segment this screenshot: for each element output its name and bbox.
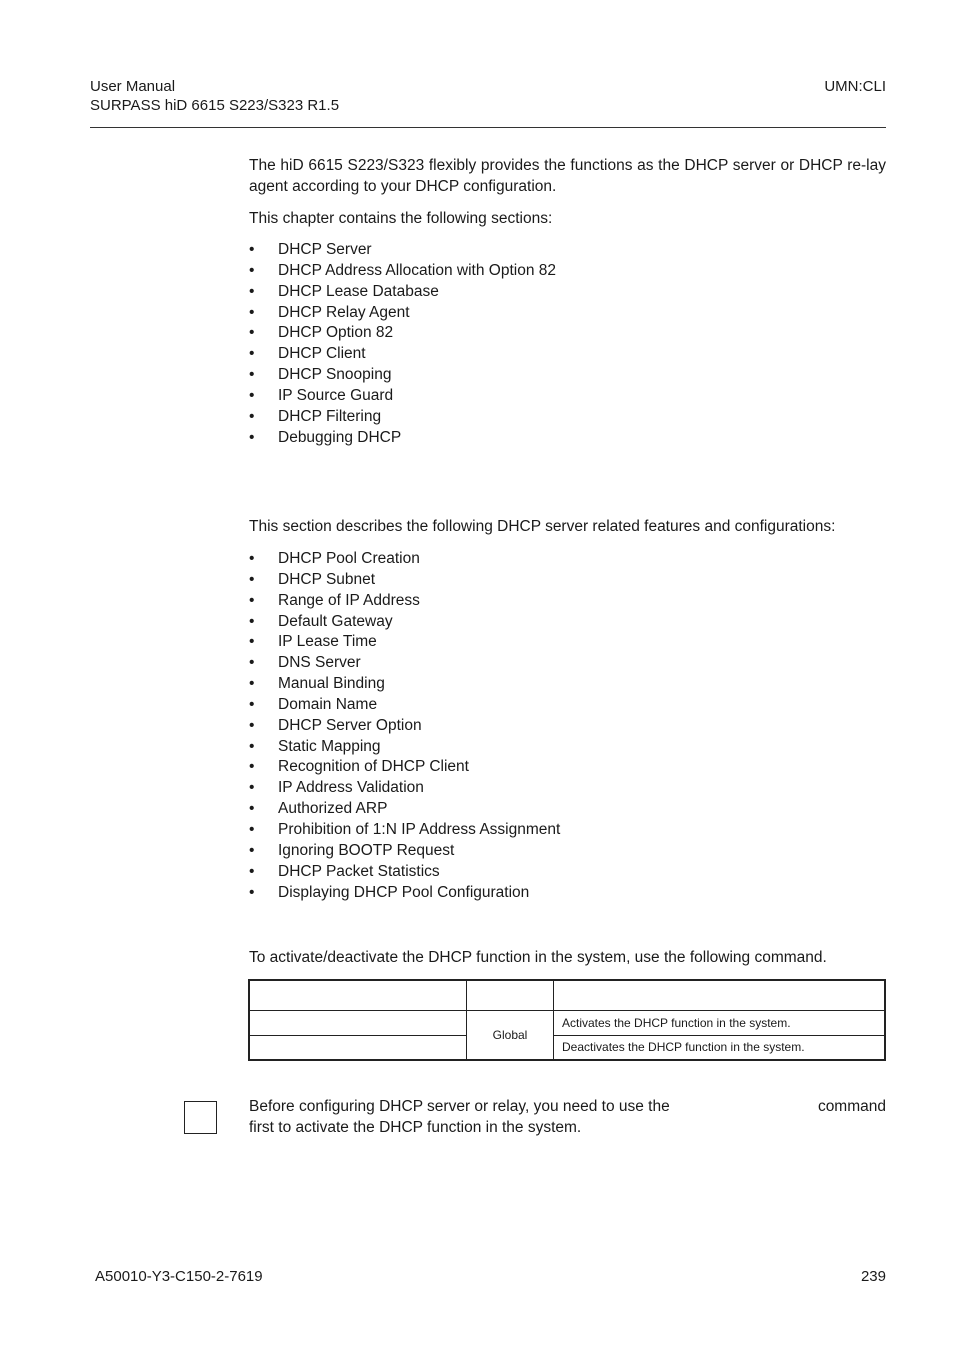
list-item: • IP Address Validation xyxy=(249,778,560,799)
footer-doc-id: A50010-Y3-C150-2-7619 xyxy=(95,1268,263,1285)
header-doc-code: UMN:CLI xyxy=(824,78,886,95)
server-intro: This section describes the following DHCP server related features and configurations: xyxy=(249,518,836,535)
list-item: • IP Lease Time xyxy=(249,632,560,653)
bullet-icon: • xyxy=(249,303,255,321)
bullet-icon: • xyxy=(249,428,255,446)
command-cell xyxy=(249,1035,467,1060)
activate-paragraph: To activate/deactivate the DHCP function in the system, use the following command. xyxy=(249,949,827,966)
bullet-icon: • xyxy=(249,841,255,859)
bullet-icon: • xyxy=(249,241,255,258)
bullet-icon: • xyxy=(249,366,255,384)
list-item: • DHCP Subnet xyxy=(249,570,560,591)
list-item: • Prohibition of 1:N IP Address Assignment xyxy=(249,820,560,841)
list-item: • Range of IP Address xyxy=(249,591,560,612)
list-item: • DNS Server xyxy=(249,653,560,674)
bullet-icon: • xyxy=(249,737,255,755)
command-cell xyxy=(249,1010,467,1035)
list-item: • Recognition of DHCP Client xyxy=(249,757,560,778)
bullet-icon: • xyxy=(249,820,255,838)
list-item: • DHCP Address Allocation with Option 82 xyxy=(249,261,556,282)
list-item: • IP Source Guard xyxy=(249,386,556,407)
intro-paragraph: The hiD 6615 S223/S323 flexibly provides the functions as the DHCP server or DHCP re-lay agent according to your DHCP configuration. xyxy=(249,157,886,195)
list-item: • Authorized ARP xyxy=(249,799,560,820)
bullet-icon: • xyxy=(249,324,255,342)
list-item: • Displaying DHCP Pool Configuration xyxy=(249,883,560,904)
bullet-icon: • xyxy=(249,282,255,300)
list-item: • DHCP Lease Database xyxy=(249,282,556,303)
list-item: • DHCP Relay Agent xyxy=(249,303,556,324)
bullet-icon: • xyxy=(249,675,255,693)
list-item: • Static Mapping xyxy=(249,737,560,758)
note-text-start: Before configuring DHCP server or relay, you need to use the xyxy=(249,1098,670,1115)
bullet-icon: • xyxy=(249,883,255,901)
list-item: • Ignoring BOOTP Request xyxy=(249,841,560,862)
list-item: • DHCP Option 82 xyxy=(249,323,556,344)
table-header-cell xyxy=(249,980,467,1010)
bullet-icon: • xyxy=(249,612,255,630)
bullet-icon: • xyxy=(249,758,255,776)
table-header-row xyxy=(249,980,885,1010)
list-item: • DHCP Snooping xyxy=(249,365,556,386)
bullet-icon: • xyxy=(249,407,255,425)
description-cell: Deactivates the DHCP function in the system. xyxy=(554,1035,886,1060)
bullet-icon: • xyxy=(249,654,255,672)
list-item: • Manual Binding xyxy=(249,674,560,695)
header-doc-type: User Manual xyxy=(90,78,176,95)
note-text-line2: first to activate the DHCP function in the system. xyxy=(249,1119,582,1136)
bullet-icon: • xyxy=(249,591,255,609)
mode-cell: Global xyxy=(467,1010,554,1060)
sections-intro: This chapter contains the following sections: xyxy=(249,210,553,227)
table-row xyxy=(249,1035,885,1060)
list-item: • DHCP Filtering xyxy=(249,407,556,428)
command-table xyxy=(248,979,886,1061)
list-item: • Domain Name xyxy=(249,695,560,716)
bullet-icon: • xyxy=(249,779,255,797)
list-item: • DHCP Server xyxy=(249,240,556,261)
bullet-icon: • xyxy=(249,386,255,404)
note-icon xyxy=(184,1101,217,1134)
list-item: • Debugging DHCP xyxy=(249,428,556,449)
note-text-end: command xyxy=(817,1098,886,1115)
bullet-icon: • xyxy=(249,550,255,567)
bullet-icon: • xyxy=(249,570,255,588)
list-item: • DHCP Packet Statistics xyxy=(249,862,560,883)
bullet-icon: • xyxy=(249,633,255,651)
bullet-icon: • xyxy=(249,800,255,818)
table-header-cell xyxy=(554,980,886,1010)
server-features-list xyxy=(249,549,560,903)
list-item: • DHCP Client xyxy=(249,344,556,365)
table-header-cell xyxy=(467,980,554,1010)
list-item: • DHCP Pool Creation xyxy=(249,549,560,570)
bullet-icon: • xyxy=(249,695,255,713)
bullet-icon: • xyxy=(249,345,255,363)
table-row xyxy=(249,1010,885,1035)
description-cell: Activates the DHCP function in the system. xyxy=(554,1010,886,1035)
header-rule xyxy=(90,127,886,128)
sections-list xyxy=(249,240,556,448)
page-number: 239 xyxy=(860,1268,886,1285)
list-item: • DHCP Server Option xyxy=(249,716,560,737)
bullet-icon: • xyxy=(249,261,255,279)
bullet-icon: • xyxy=(249,862,255,880)
bullet-icon: • xyxy=(249,716,255,734)
list-item: • Default Gateway xyxy=(249,612,560,633)
header-product-name: SURPASS hiD 6615 S223/S323 R1.5 xyxy=(90,97,340,114)
